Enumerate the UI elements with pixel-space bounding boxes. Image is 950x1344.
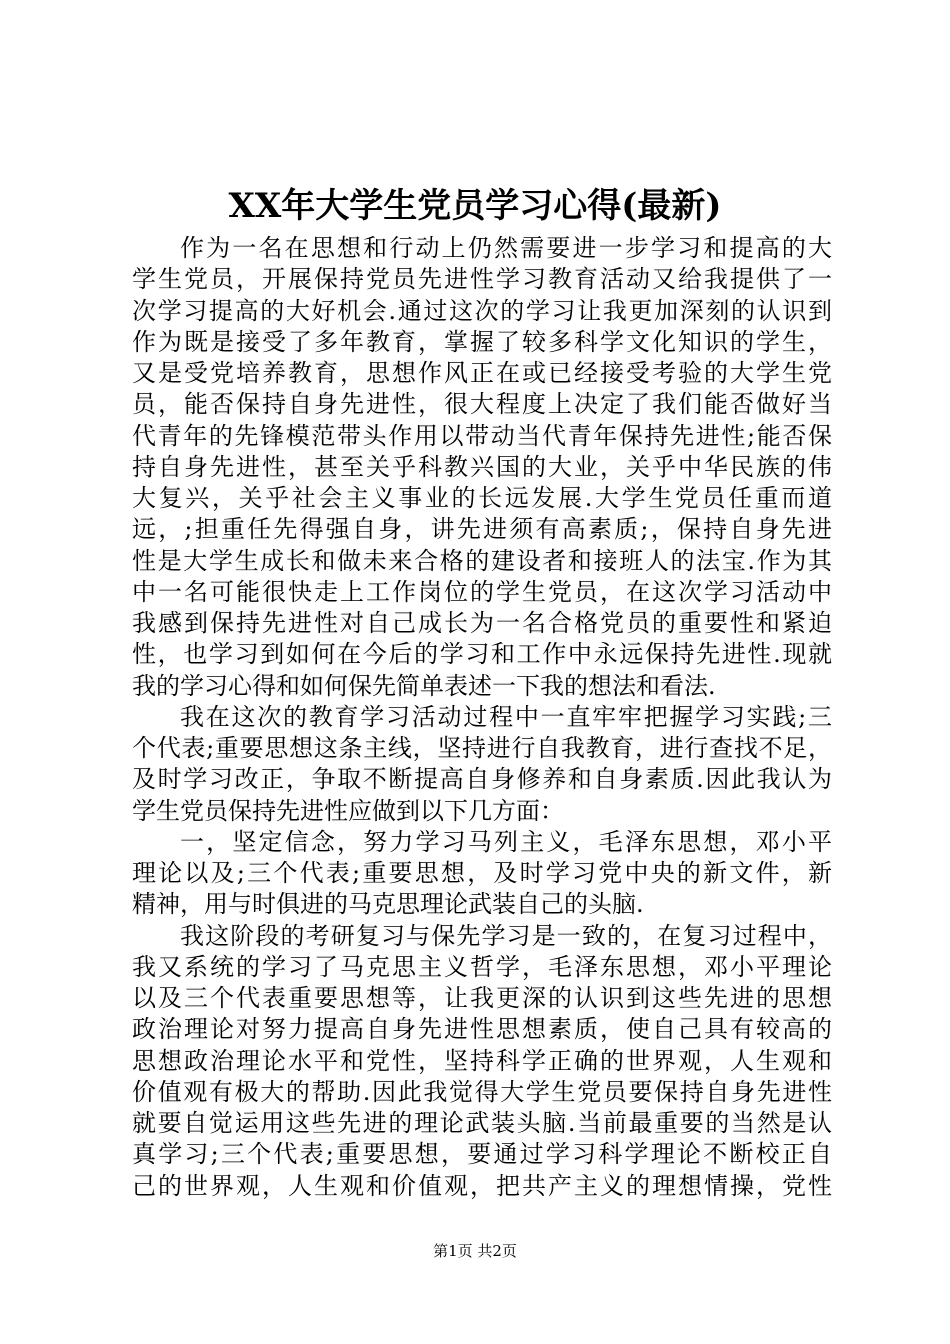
paragraph-3-line: 一，坚定信念，努力学习马列主义，毛泽东思想，邓小平 <box>180 827 832 856</box>
paragraph-2-line: 我在这次的教育学习活动过程中一直牢牢把握学习实践;三 <box>180 702 832 731</box>
paragraph-2-line: 及时学习改正，争取不断提高自身修养和自身素质.因此我认为 <box>132 765 832 794</box>
paragraph-4-line: 政治理论对努力提高自身先进性思想素质，使自己具有较高的 <box>132 1015 832 1044</box>
paragraph-4-line: 我这阶段的考研复习与保先学习是一致的，在复习过程中， <box>180 921 832 950</box>
paragraph-1-line: 大复兴，关乎社会主义事业的长远发展.大学生党员任重而道 <box>132 484 832 512</box>
paragraph-3-line: 精神，用与时俱进的马克思理论武装自己的头脑. <box>132 890 644 919</box>
paragraph-1-line: 持自身先进性，甚至关乎科教兴国的大业，关乎中华民族的伟 <box>132 452 832 481</box>
paragraph-1-line: 中一名可能很快走上工作岗位的学生党员，在这次学习活动中 <box>132 577 832 606</box>
document-body <box>132 233 832 1202</box>
paragraph-4-line: 我又系统的学习了马克思主义哲学，毛泽东思想，邓小平理论 <box>132 952 832 981</box>
paragraph-3-line: 理论以及;三个代表;重要思想，及时学习党中央的新文件，新 <box>132 859 832 887</box>
paragraph-1-line: 性是大学生成长和做未来合格的建设者和接班人的法宝.作为其 <box>132 546 832 575</box>
paragraph-1-line: 我感到保持先进性对自己成长为一名合格党员的重要性和紧迫 <box>132 609 832 637</box>
paragraph-4-line: 就要自觉运用这些先进的理论武装头脑.当前最重要的当然是认 <box>132 1109 832 1137</box>
paragraph-4-line: 以及三个代表重要思想等，让我更深的认识到这些先进的思想 <box>132 984 832 1012</box>
paragraph-1-line: 又是受党培养教育，思想作风正在或已经接受考验的大学生党 <box>132 359 832 387</box>
paragraph-4-line: 己的世界观，人生观和价值观，把共产主义的理想情操，党性 <box>132 1171 832 1200</box>
paragraph-1-line: 作为一名在思想和行动上仍然需要进一步学习和提高的大 <box>180 234 832 262</box>
paragraph-4-line: 价值观有极大的帮助.因此我觉得大学生党员要保持自身先进性 <box>132 1077 832 1106</box>
paragraph-1-line: 作为既是接受了多年教育，掌握了较多科学文化知识的学生， <box>132 327 832 356</box>
paragraph-1-line: 性，也学习到如何在今后的学习和工作中永远保持先进性.现就 <box>132 640 832 669</box>
paragraph-1-line: 次学习提高的大好机会.通过这次的学习让我更加深刻的认识到 <box>132 296 832 325</box>
paragraph-1-line: 代青年的先锋模范带头作用以带动当代青年保持先进性;能否保 <box>132 421 832 450</box>
paragraph-1-line: 学生党员，开展保持党员先进性学习教育活动又给我提供了一 <box>132 265 832 294</box>
page-number-footer: 第1页 共2页 <box>433 1242 517 1260</box>
paragraph-4-line: 思想政治理论水平和党性，坚持科学正确的世界观，人生观和 <box>132 1046 832 1075</box>
document-title: XX年大学生党员学习心得(最新) <box>228 186 722 226</box>
paragraph-2-line: 学生党员保持先进性应做到以下几方面： <box>132 796 564 825</box>
paragraph-1-line: 我的学习心得和如何保先简单表述一下我的想法和看法. <box>132 671 716 700</box>
paragraph-4-line: 真学习;三个代表;重要思想，要通过学习科学理论不断校正自 <box>132 1140 832 1169</box>
paragraph-1-line: 员，能否保持自身先进性，很大程度上决定了我们能否做好当 <box>132 390 832 419</box>
paragraph-2-line: 个代表;重要思想这条主线，坚持进行自我教育，进行查找不足， <box>132 734 832 762</box>
paragraph-1-line: 远，;担重任先得强自身，讲先进须有高素质;，保持自身先进 <box>132 515 832 544</box>
